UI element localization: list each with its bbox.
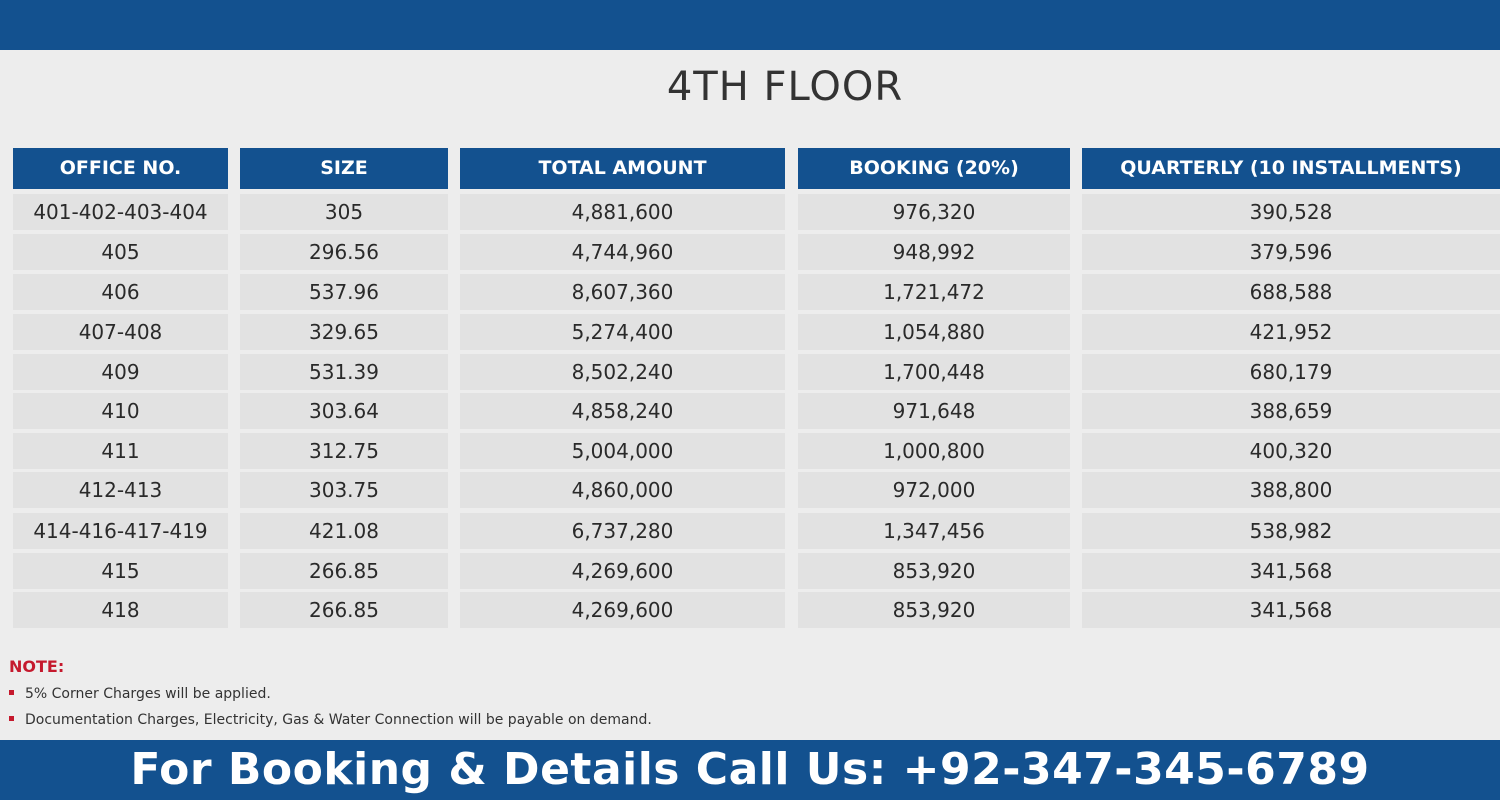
cell-office-no: 414-416-417-419 [13,513,228,549]
cell-quarterly: 538,982 [1082,513,1500,549]
cell-size: 305 [240,194,448,230]
cell-booking: 853,920 [798,592,1070,628]
cell-office-no: 418 [13,592,228,628]
header-total-amount: TOTAL AMOUNT [460,148,785,189]
table-row [0,274,1500,310]
contact-banner [0,740,1500,800]
note-item [9,686,271,702]
cell-booking: 976,320 [798,194,1070,230]
header-size: SIZE [240,148,448,189]
cell-quarterly: 680,179 [1082,354,1500,390]
table-row [0,433,1500,469]
cell-office-no: 415 [13,553,228,589]
cell-quarterly: 388,659 [1082,393,1500,429]
table-header-row [0,148,1500,184]
note-heading: NOTE: [9,657,65,676]
cell-booking: 971,648 [798,393,1070,429]
table-row [0,393,1500,429]
contact-cta: For Booking & Details Call Us: +92-347-345-6789 [130,744,1370,795]
cell-office-no: 409 [13,354,228,390]
cell-quarterly: 421,952 [1082,314,1500,350]
header-office-no: OFFICE NO. [13,148,228,189]
cell-size: 266.85 [240,553,448,589]
cell-total-amount: 5,004,000 [460,433,785,469]
note-text: Documentation Charges, Electricity, Gas & Water Connection will be payable on demand. [25,712,652,728]
table-row [0,314,1500,350]
cell-total-amount: 5,274,400 [460,314,785,350]
cell-booking: 1,721,472 [798,274,1070,310]
page-title: 4TH FLOOR [666,64,904,110]
cell-quarterly: 341,568 [1082,553,1500,589]
cell-total-amount: 8,502,240 [460,354,785,390]
cell-size: 303.64 [240,393,448,429]
header-quarterly: QUARTERLY (10 INSTALLMENTS) [1082,148,1500,189]
cell-office-no: 405 [13,234,228,270]
cell-booking: 1,347,456 [798,513,1070,549]
cell-size: 329.65 [240,314,448,350]
cell-size: 296.56 [240,234,448,270]
cell-office-no: 410 [13,393,228,429]
cell-quarterly: 341,568 [1082,592,1500,628]
table-row [0,194,1500,230]
cell-booking: 1,000,800 [798,433,1070,469]
table-row [0,354,1500,390]
table-row [0,472,1500,508]
cell-size: 266.85 [240,592,448,628]
cell-booking: 948,992 [798,234,1070,270]
cell-total-amount: 4,269,600 [460,592,785,628]
cell-size: 303.75 [240,472,448,508]
top-banner [0,0,1500,50]
cell-quarterly: 388,800 [1082,472,1500,508]
cell-size: 537.96 [240,274,448,310]
cell-office-no: 412-413 [13,472,228,508]
cell-total-amount: 4,881,600 [460,194,785,230]
cell-office-no: 401-402-403-404 [13,194,228,230]
table-row [0,553,1500,589]
cell-quarterly: 390,528 [1082,194,1500,230]
cell-booking: 853,920 [798,553,1070,589]
cell-booking: 1,054,880 [798,314,1070,350]
cell-quarterly: 379,596 [1082,234,1500,270]
cell-quarterly: 688,588 [1082,274,1500,310]
cell-size: 312.75 [240,433,448,469]
cell-office-no: 411 [13,433,228,469]
bullet-icon [9,716,14,721]
note-item [9,712,652,728]
cell-total-amount: 4,860,000 [460,472,785,508]
cell-total-amount: 4,269,600 [460,553,785,589]
cell-total-amount: 4,744,960 [460,234,785,270]
cell-booking: 972,000 [798,472,1070,508]
note-text: 5% Corner Charges will be applied. [25,686,271,702]
table-row [0,592,1500,628]
cell-quarterly: 400,320 [1082,433,1500,469]
table-row [0,234,1500,270]
cell-booking: 1,700,448 [798,354,1070,390]
cell-total-amount: 4,858,240 [460,393,785,429]
bullet-icon [9,690,14,695]
header-booking: BOOKING (20%) [798,148,1070,189]
table-row [0,513,1500,549]
cell-total-amount: 8,607,360 [460,274,785,310]
cell-total-amount: 6,737,280 [460,513,785,549]
cell-office-no: 406 [13,274,228,310]
cell-size: 421.08 [240,513,448,549]
cell-office-no: 407-408 [13,314,228,350]
cell-size: 531.39 [240,354,448,390]
